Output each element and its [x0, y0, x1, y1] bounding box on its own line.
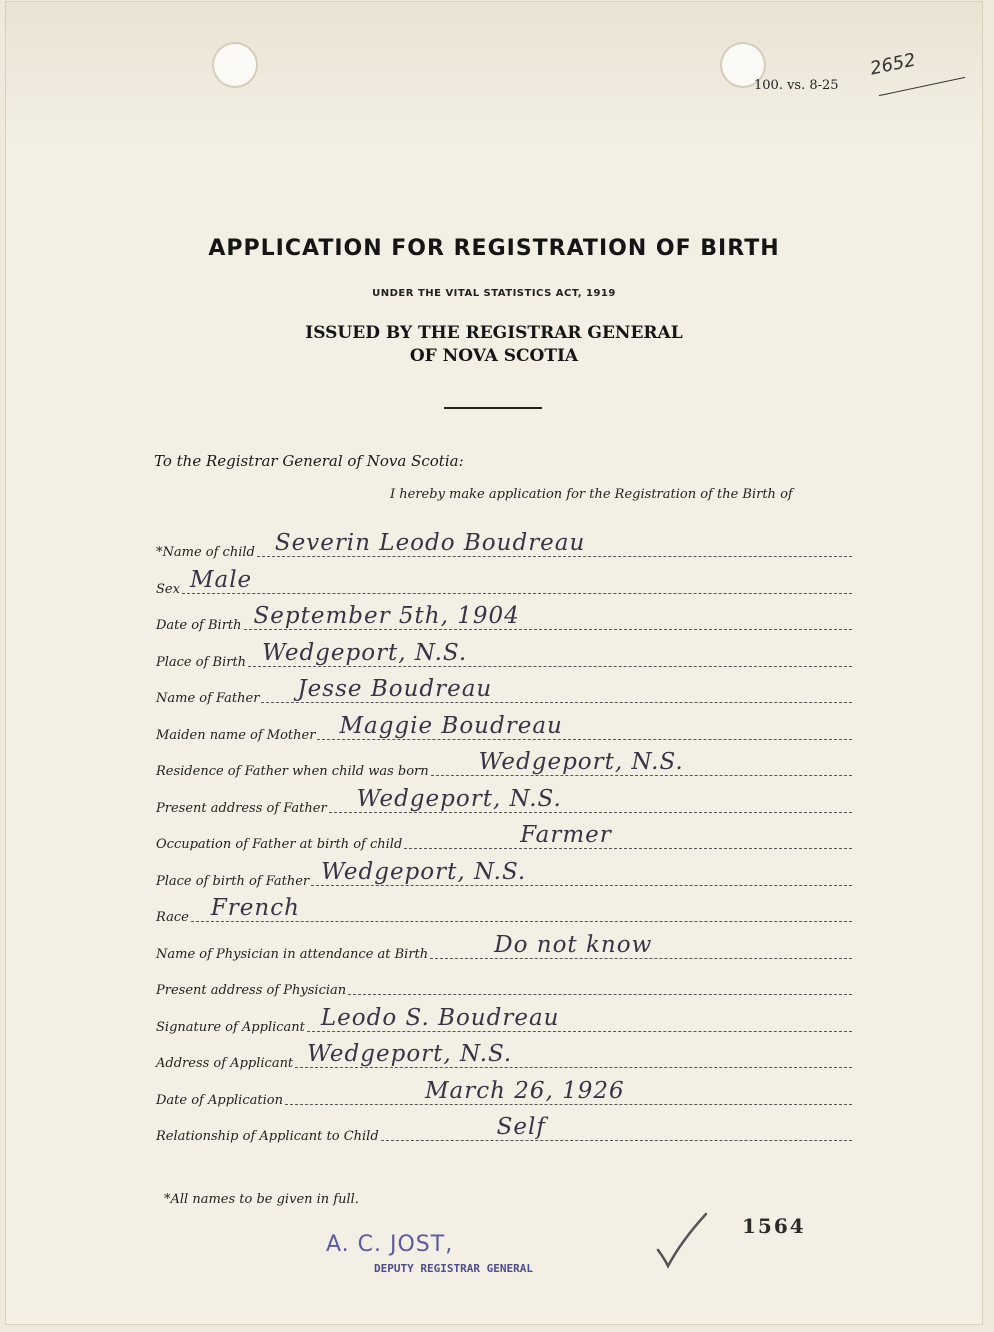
handwritten-value: March 26, 1926	[424, 1078, 625, 1104]
handwritten-value: Severin Leodo Boudreau	[274, 530, 586, 556]
field-dotted-line	[307, 1005, 852, 1032]
form-field-row	[156, 859, 852, 889]
field-label: Place of birth of Father	[156, 874, 310, 889]
form-field-row	[156, 713, 852, 743]
issuer-line-1: ISSUED BY THE REGISTRAR GENERAL	[305, 323, 683, 343]
form-field-row	[156, 676, 852, 706]
form-field-row	[156, 749, 852, 779]
form-field-row	[156, 603, 852, 633]
form-field-row	[156, 640, 852, 670]
field-label: Present address of Physician	[156, 983, 347, 998]
handwritten-value: Wedgeport, N.S.	[478, 749, 684, 775]
form-field-row	[156, 1078, 852, 1108]
field-dotted-line	[191, 895, 852, 922]
field-dotted-line	[381, 1114, 852, 1141]
field-label: Maiden name of Mother	[156, 728, 316, 743]
handwritten-value: Maggie Boudreau	[339, 713, 563, 739]
document-title: APPLICATION FOR REGISTRATION OF BIRTH	[208, 236, 780, 261]
handwritten-value: Wedgeport, N.S.	[321, 859, 527, 885]
intro-text: I hereby make application for the Registration of the Birth of	[390, 487, 793, 502]
form-field-row	[156, 786, 852, 816]
field-label: Race	[156, 910, 189, 925]
field-dotted-line	[431, 749, 852, 776]
form-field-row	[156, 932, 852, 962]
salutation: To the Registrar General of Nova Scotia:	[154, 452, 464, 470]
handwritten-value: Leodo S. Boudreau	[320, 1005, 560, 1031]
issuer-line-2: OF NOVA SCOTIA	[409, 346, 579, 366]
form-field-row	[156, 822, 852, 852]
field-label: Place of Birth	[156, 655, 247, 670]
field-dotted-line	[329, 786, 852, 813]
footnote: *All names to be given in full.	[164, 1192, 359, 1207]
form-field-row	[156, 567, 852, 597]
field-dotted-line	[430, 932, 852, 959]
field-label: *Name of child	[156, 545, 255, 560]
form-field-row	[156, 1005, 852, 1035]
field-label: Relationship of Applicant to Child	[156, 1129, 379, 1144]
field-dotted-line	[182, 567, 852, 594]
field-dotted-line	[261, 676, 852, 703]
form-field-row	[156, 1041, 852, 1071]
field-dotted-line	[285, 1078, 852, 1105]
form-field-row	[156, 978, 852, 998]
field-label: Date of Birth	[156, 618, 242, 633]
issuer-block	[6, 322, 982, 368]
field-label: Name of Physician in attendance at Birth	[156, 947, 429, 962]
check-mark-icon	[652, 1210, 712, 1270]
stamp-name: A. C. JOST,	[326, 1232, 454, 1257]
field-dotted-line	[311, 859, 852, 886]
field-label: Present address of Father	[156, 801, 327, 816]
field-dotted-line	[404, 822, 852, 849]
file-number: 2652	[868, 49, 918, 80]
sequence-number: 1564	[742, 1214, 806, 1238]
document-subtitle: UNDER THE VITAL STATISTICS ACT, 1919	[372, 288, 616, 299]
handwritten-value: French	[210, 895, 300, 921]
handwritten-value: September 5th, 1904	[253, 603, 520, 629]
field-dotted-line	[248, 640, 852, 667]
field-dotted-line	[257, 530, 852, 557]
field-label: Date of Application	[156, 1093, 283, 1108]
form-field-row	[156, 530, 852, 560]
handwritten-value: Self	[496, 1114, 546, 1140]
handwritten-value: Wedgeport, N.S.	[307, 1041, 513, 1067]
field-label: Residence of Father when child was born	[156, 764, 429, 779]
form-number: 100. vs. 8-25	[754, 78, 839, 93]
field-label: Address of Applicant	[156, 1056, 294, 1071]
form-field-row	[156, 895, 852, 925]
field-dotted-line	[317, 713, 852, 740]
stamp-title: DEPUTY REGISTRAR GENERAL	[374, 1262, 533, 1275]
field-label: Sex	[156, 582, 180, 597]
punch-hole-left	[212, 42, 258, 88]
handwritten-value: Do not know	[494, 932, 653, 958]
document-page	[6, 2, 982, 1324]
field-label: Signature of Applicant	[156, 1020, 305, 1035]
field-dotted-line	[244, 603, 852, 630]
field-label: Name of Father	[156, 691, 260, 706]
field-dotted-line	[295, 1041, 852, 1068]
handwritten-value: Wedgeport, N.S.	[356, 786, 562, 812]
handwritten-value: Farmer	[520, 822, 612, 848]
title-divider	[444, 407, 542, 409]
field-label: Occupation of Father at birth of child	[156, 837, 403, 852]
handwritten-value: Male	[189, 567, 253, 593]
form-field-row	[156, 1114, 852, 1144]
binding-strip	[6, 2, 982, 142]
handwritten-value: Jesse Boudreau	[297, 676, 493, 702]
handwritten-value: Wedgeport, N.S.	[262, 640, 468, 666]
field-dotted-line	[348, 994, 852, 995]
